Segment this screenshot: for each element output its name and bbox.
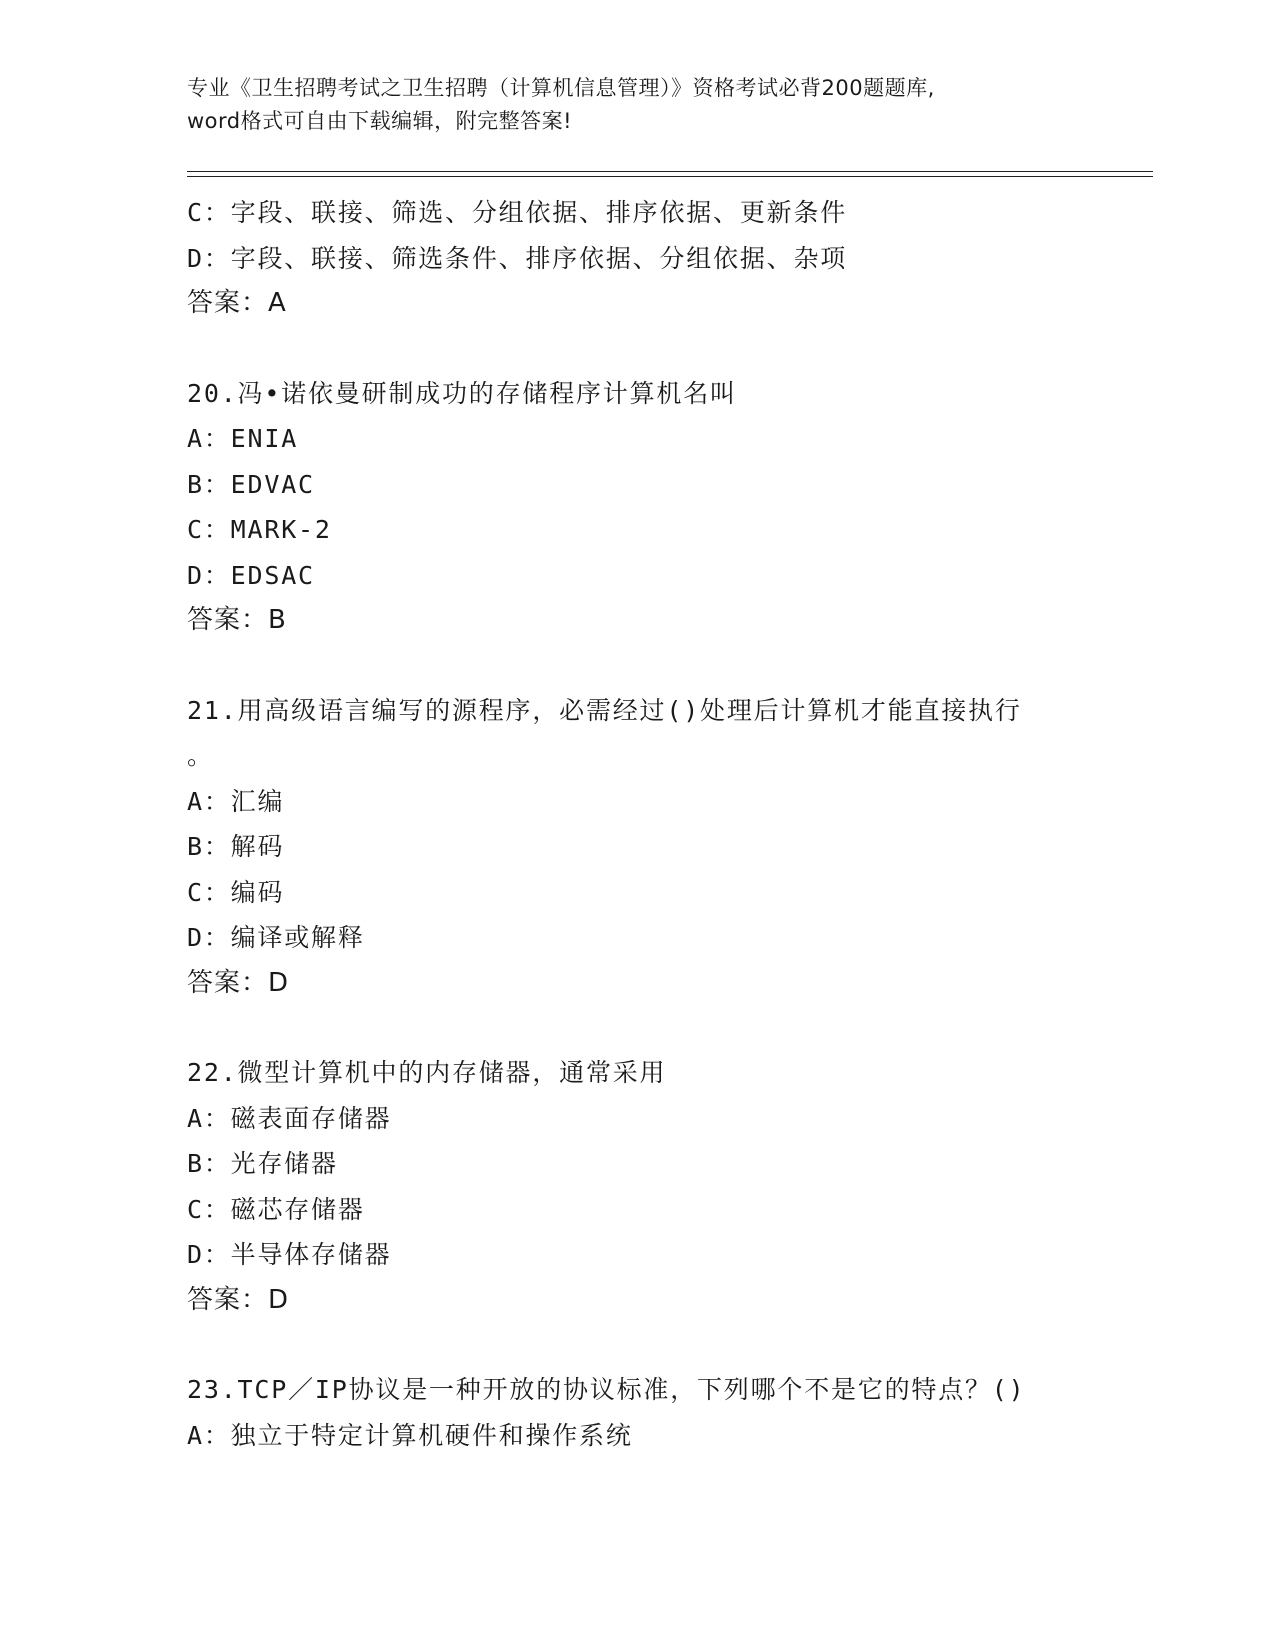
option-a: A：汇编: [187, 786, 285, 816]
option-d: D：字段、联接、筛选条件、排序依据、分组依据、杂项: [187, 243, 848, 273]
option-c: C：MARK-2: [187, 515, 332, 544]
question-19-continuation: [187, 190, 1087, 327]
question-stem: 20.冯•诺依曼研制成功的存储程序计算机名叫: [187, 378, 737, 408]
answer-line: 答案：B: [187, 605, 287, 635]
question-22: [187, 1050, 1087, 1323]
option-c: C：磁芯存储器: [187, 1194, 365, 1224]
question-21: [187, 688, 1087, 1007]
option-b: B：解码: [187, 832, 285, 861]
header-rule-top: [187, 171, 1153, 172]
answer-line: 答案：D: [187, 1284, 290, 1315]
option-a: A：磁表面存储器: [187, 1103, 392, 1133]
option-d: D：半导体存储器: [187, 1240, 392, 1269]
option-b: B：光存储器: [187, 1149, 338, 1178]
question-stem: 21.用高级语言编写的源程序，必需经过()处理后计算机才能直接执行: [187, 695, 1022, 725]
question-stem-continuation: 。: [187, 741, 214, 770]
answer-line: 答案：D: [187, 967, 290, 998]
header-rule-bottom: [187, 176, 1153, 177]
question-23: [187, 1367, 1087, 1458]
document-header: [187, 72, 1087, 138]
option-a: A：ENIA: [187, 424, 299, 453]
option-b: B：EDVAC: [187, 469, 315, 499]
question-stem: 23.TCP／IP协议是一种开放的协议标准，下列哪个不是它的特点？(): [187, 1375, 1026, 1404]
header-title-line-2: word格式可自由下载编辑，附完整答案!: [187, 109, 573, 133]
option-c: C：编码: [187, 877, 285, 907]
option-d: D：编译或解释: [187, 923, 365, 952]
question-list: [187, 190, 1087, 1458]
option-d: D：EDSAC: [187, 560, 315, 590]
question-20: [187, 371, 1087, 644]
header-title-line-1: 专业《卫生招聘考试之卫生招聘（计算机信息管理）》资格考试必背200题题库,: [187, 76, 935, 100]
question-stem: 22.微型计算机中的内存储器，通常采用: [187, 1058, 667, 1087]
option-a: A：独立于特定计算机硬件和操作系统: [187, 1420, 633, 1450]
option-c: C：字段、联接、筛选、分组依据、排序依据、更新条件: [187, 198, 848, 227]
answer-line: 答案：A: [187, 288, 287, 318]
